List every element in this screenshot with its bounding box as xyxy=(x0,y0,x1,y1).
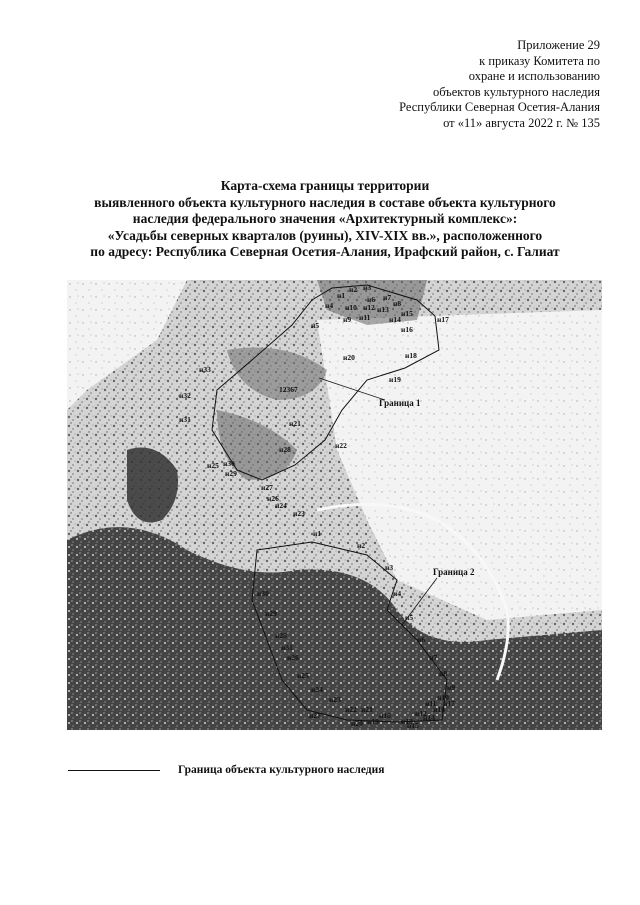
point-label: н1 xyxy=(313,529,322,538)
map-svg xyxy=(67,280,602,730)
point-label: н4 xyxy=(325,301,334,310)
point-label: н18 xyxy=(405,351,417,360)
document-title xyxy=(40,178,610,261)
point-label: н30 xyxy=(223,459,235,468)
point-label: н19 xyxy=(389,375,401,384)
point-label: н32 xyxy=(179,391,191,400)
point-label: н16 xyxy=(433,705,445,714)
point-label: н20 xyxy=(343,353,355,362)
point-label: н7 xyxy=(383,293,392,302)
point-label: н2 xyxy=(349,285,358,294)
appendix-line: охране и использованию xyxy=(468,69,600,83)
point-label: н25 xyxy=(207,461,219,470)
appendix-header xyxy=(300,38,600,131)
point-label: н27 xyxy=(261,483,273,492)
point-label: н27 xyxy=(309,711,321,720)
point-label: н13 xyxy=(401,717,413,726)
legend-line-sample xyxy=(68,770,160,771)
title-line: Карта-схема границы территории xyxy=(220,178,430,193)
boundary-1-label: Граница 1 xyxy=(379,398,421,408)
point-label: н22 xyxy=(345,705,357,714)
point-label: н8 xyxy=(439,669,448,678)
appendix-line: к приказу Комитета по xyxy=(479,53,600,68)
point-label: н16 xyxy=(401,325,413,334)
point-label: н12 xyxy=(363,303,375,312)
point-label: н15 xyxy=(401,309,413,318)
point-label: н6 xyxy=(417,635,426,644)
boundary-2-label: Граница 2 xyxy=(433,567,475,577)
title-line: «Усадьбы северных кварталов (руины), XIV-XIX вв.», расположенного xyxy=(107,227,543,243)
point-label: н28 xyxy=(275,631,287,640)
point-label: 12367 xyxy=(279,385,298,394)
point-label: н29 xyxy=(265,609,277,618)
point-label: н18 xyxy=(379,711,391,720)
point-label: н12 xyxy=(415,709,427,718)
point-label: н11 xyxy=(425,699,437,708)
aerial-map xyxy=(67,280,602,730)
point-label: н19 xyxy=(367,717,379,726)
point-label: н1 xyxy=(337,291,346,300)
point-label: н17 xyxy=(437,315,449,324)
point-label: н14 xyxy=(389,315,401,324)
point-label: н7 xyxy=(429,653,438,662)
point-label: н26 xyxy=(267,494,279,503)
point-label: н8 xyxy=(393,299,402,308)
point-label: н20 xyxy=(351,719,363,728)
point-label: н10 xyxy=(345,303,357,312)
point-label: н9 xyxy=(447,683,456,692)
point-label: н13 xyxy=(377,305,389,314)
point-label: н31 xyxy=(179,415,191,424)
appendix-line: объектов культурного наследия xyxy=(433,84,600,99)
point-label: н29 xyxy=(225,469,237,478)
point-label: н23 xyxy=(293,509,305,518)
point-label: н17 xyxy=(443,699,455,708)
point-label: н6 xyxy=(367,295,376,304)
point-label: н11 xyxy=(359,313,371,322)
appendix-line: от «11» августа 2022 г. № 135 xyxy=(443,115,600,130)
point-label: н14 xyxy=(423,713,435,722)
point-label: н23 xyxy=(329,695,341,704)
title-line: по адресу: Республика Северная Осетия-Алания, Ирафский район, с. Галиат xyxy=(90,244,560,260)
point-label: н33 xyxy=(199,365,211,374)
point-label: н25 xyxy=(297,671,309,680)
point-label: н9 xyxy=(343,315,352,324)
point-label: н3 xyxy=(363,283,372,292)
point-label: н21 xyxy=(289,419,301,428)
point-label: н2 xyxy=(357,541,366,550)
title-line: выявленного объекта культурного наследия в составе объекта культурного xyxy=(94,194,556,210)
point-label: н26 xyxy=(287,653,299,662)
point-label: н3 xyxy=(385,563,394,572)
point-label: н4 xyxy=(393,589,402,598)
point-label: н5 xyxy=(405,613,414,622)
appendix-line: Приложение 29 xyxy=(517,38,600,52)
appendix-line: Республики Северная Осетия-Алания xyxy=(399,100,600,114)
point-label: н24 xyxy=(275,501,287,510)
point-label: н31 xyxy=(281,643,293,652)
point-label: н5 xyxy=(311,321,320,330)
point-label: н10 xyxy=(437,693,449,702)
title-line: наследия федерального значения «Архитектурный комплекс»: xyxy=(132,211,518,227)
point-label: н21 xyxy=(361,705,373,714)
legend-label: Граница объекта культурного наследия xyxy=(178,764,385,776)
point-label: н22 xyxy=(335,441,347,450)
point-label: н24 xyxy=(311,685,323,694)
point-label: н15 xyxy=(407,721,419,730)
point-label: н28 xyxy=(279,445,291,454)
point-label: н30 xyxy=(257,589,269,598)
